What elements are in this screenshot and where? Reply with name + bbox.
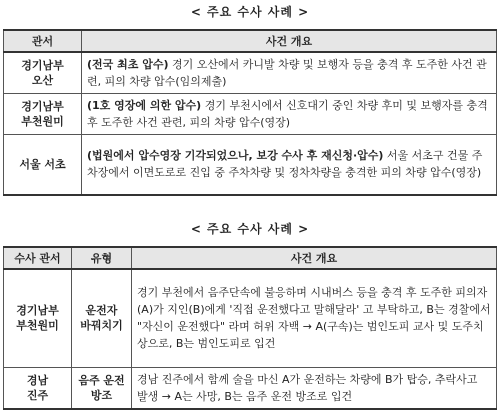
table-row — [4, 94, 497, 135]
case-highlight: (1호 영장에 의한 압수) — [87, 99, 202, 112]
table-row — [4, 52, 497, 94]
case-table-2 — [3, 246, 497, 410]
summary-cell — [82, 135, 497, 195]
case-table-1 — [3, 29, 497, 196]
office-cell — [4, 135, 82, 195]
office-cell — [4, 94, 82, 135]
table-row — [4, 269, 497, 367]
case-text: 서울 서초구 건물 주차장에서 이면도로로 진입 중 주차차량 및 정차차량을 충격한 피의 차량 압수(영장) — [87, 149, 483, 180]
header-office: 관서 — [4, 30, 82, 52]
type-cell — [72, 367, 132, 409]
office-line: 서울 서초 — [19, 157, 66, 171]
header-type: 유형 — [72, 247, 132, 269]
case-text: 경기 오산에서 카니발 차량 및 보행자 등을 충격 후 도주한 사건 관련, 피의 차량 압수(임의제출) — [87, 58, 487, 88]
office-line: 경기남부 — [21, 59, 64, 72]
table-header-row — [4, 30, 497, 52]
header-summary: 사건 개요 — [132, 247, 497, 269]
header-office: 수사 관서 — [4, 247, 72, 269]
office-cell — [4, 269, 72, 367]
office-line: 경기남부 — [16, 304, 59, 318]
section1-title: < 주요 수사 사례 > — [190, 5, 310, 19]
type-line: 방조 — [90, 388, 113, 402]
office-line: 경기남부 — [21, 100, 64, 113]
office-line: 진주 — [26, 388, 49, 402]
summary-cell — [82, 94, 497, 135]
summary-cell: 경남 진주에서 함께 술을 마신 A가 운전하는 차량에 B가 탑승, 추락사고 발생 → A는 사망, B는 음주 운전 방조로 입건 — [132, 367, 497, 409]
office-line: 경남 — [26, 373, 49, 387]
header-summary: 사건 개요 — [82, 30, 497, 52]
case-highlight: (전국 최초 압수) — [87, 58, 169, 71]
office-line: 부천원미 — [21, 115, 64, 128]
office-line: 오산 — [31, 74, 54, 87]
type-cell — [72, 269, 132, 367]
section2-title: < 주요 수사 사례 > — [190, 222, 310, 236]
type-line: 바꿔치기 — [80, 319, 123, 333]
office-cell — [4, 367, 72, 409]
case-text: 경기 부천시에서 신호대기 중인 차량 후미 및 보행자를 충격 후 도주한 사건 관련, 피의 차량 압수(영장) — [87, 99, 488, 129]
type-line: 운전자 — [85, 304, 118, 318]
table-row — [4, 135, 497, 195]
type-line: 음주 운전 — [78, 373, 125, 387]
table-row — [4, 367, 497, 409]
case-highlight: (법원에서 압수영장 기각되었으나, 보강 수사 후 재신청·압수) — [87, 149, 384, 163]
table-header-row — [4, 247, 497, 269]
office-cell — [4, 52, 82, 94]
summary-cell: 경기 부천에서 음주단속에 불응하며 시내버스 등을 충격 후 도주한 피의자(A)가 지인(B)에게 '직접 운전했다고 말해달라' 고 부탁하고, B는 경찰에서 "자신이 운전했다" 라며 허위 자백 → A(구속)는 범인도피 교사 및 도주치상으로, B는 범인도피로 입건 — [132, 269, 497, 367]
summary-cell — [82, 52, 497, 94]
office-line: 부천원미 — [16, 319, 59, 333]
